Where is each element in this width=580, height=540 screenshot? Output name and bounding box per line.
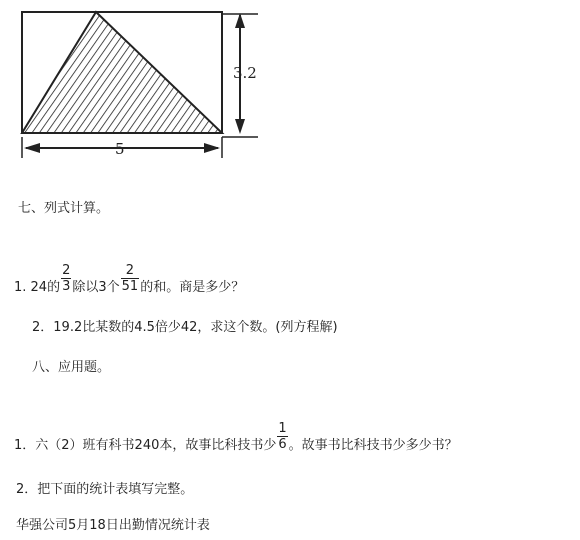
section-eight-heading: 八、应用题。 — [32, 360, 111, 375]
fraction-numerator: 1 — [278, 421, 287, 436]
table-caption: 华强公司5月18日出勤情况统计表 — [16, 518, 210, 533]
base-arrow-right — [204, 143, 220, 153]
height-arrow-top — [235, 13, 245, 28]
fraction-one-sixth — [277, 421, 287, 452]
fraction-numerator: 2 — [125, 263, 135, 278]
q8-1-suffix: 。故事书比科技书少多少书？ — [288, 438, 458, 453]
q7-1-prefix: 1. 24的 — [14, 280, 61, 295]
fraction-two-thirds — [61, 263, 71, 294]
fraction-denominator: 51 — [121, 279, 139, 294]
geometry-figure — [0, 0, 580, 180]
height-label: 3.2 — [233, 64, 257, 82]
fraction-denominator: 3 — [62, 279, 71, 294]
fraction-numerator: 2 — [62, 263, 71, 278]
height-arrow-bottom — [235, 119, 245, 134]
question-7-2: 2．19.2比某数的4.5倍少42，求这个数。(列方程解) — [32, 320, 338, 335]
q7-1-middle: 除以3个 — [72, 280, 120, 295]
fraction-denominator: 6 — [278, 437, 287, 452]
base-arrow-left — [24, 143, 40, 153]
question-7-1 — [14, 263, 245, 303]
section-seven-heading: 七、列式计算。 — [18, 201, 110, 216]
question-8-2: 2．把下面的统计表填写完整。 — [16, 482, 194, 497]
base-label: 5 — [115, 140, 125, 158]
triangle-diagram — [0, 0, 580, 180]
fraction-two-fifty-firsts — [121, 263, 140, 294]
shaded-triangle — [22, 12, 222, 133]
question-8-1 — [14, 421, 458, 461]
q7-1-suffix: 的和。商是多少？ — [140, 280, 245, 295]
q8-1-prefix: 1．六（2）班有科书240本，故事比科技书少 — [14, 438, 277, 453]
